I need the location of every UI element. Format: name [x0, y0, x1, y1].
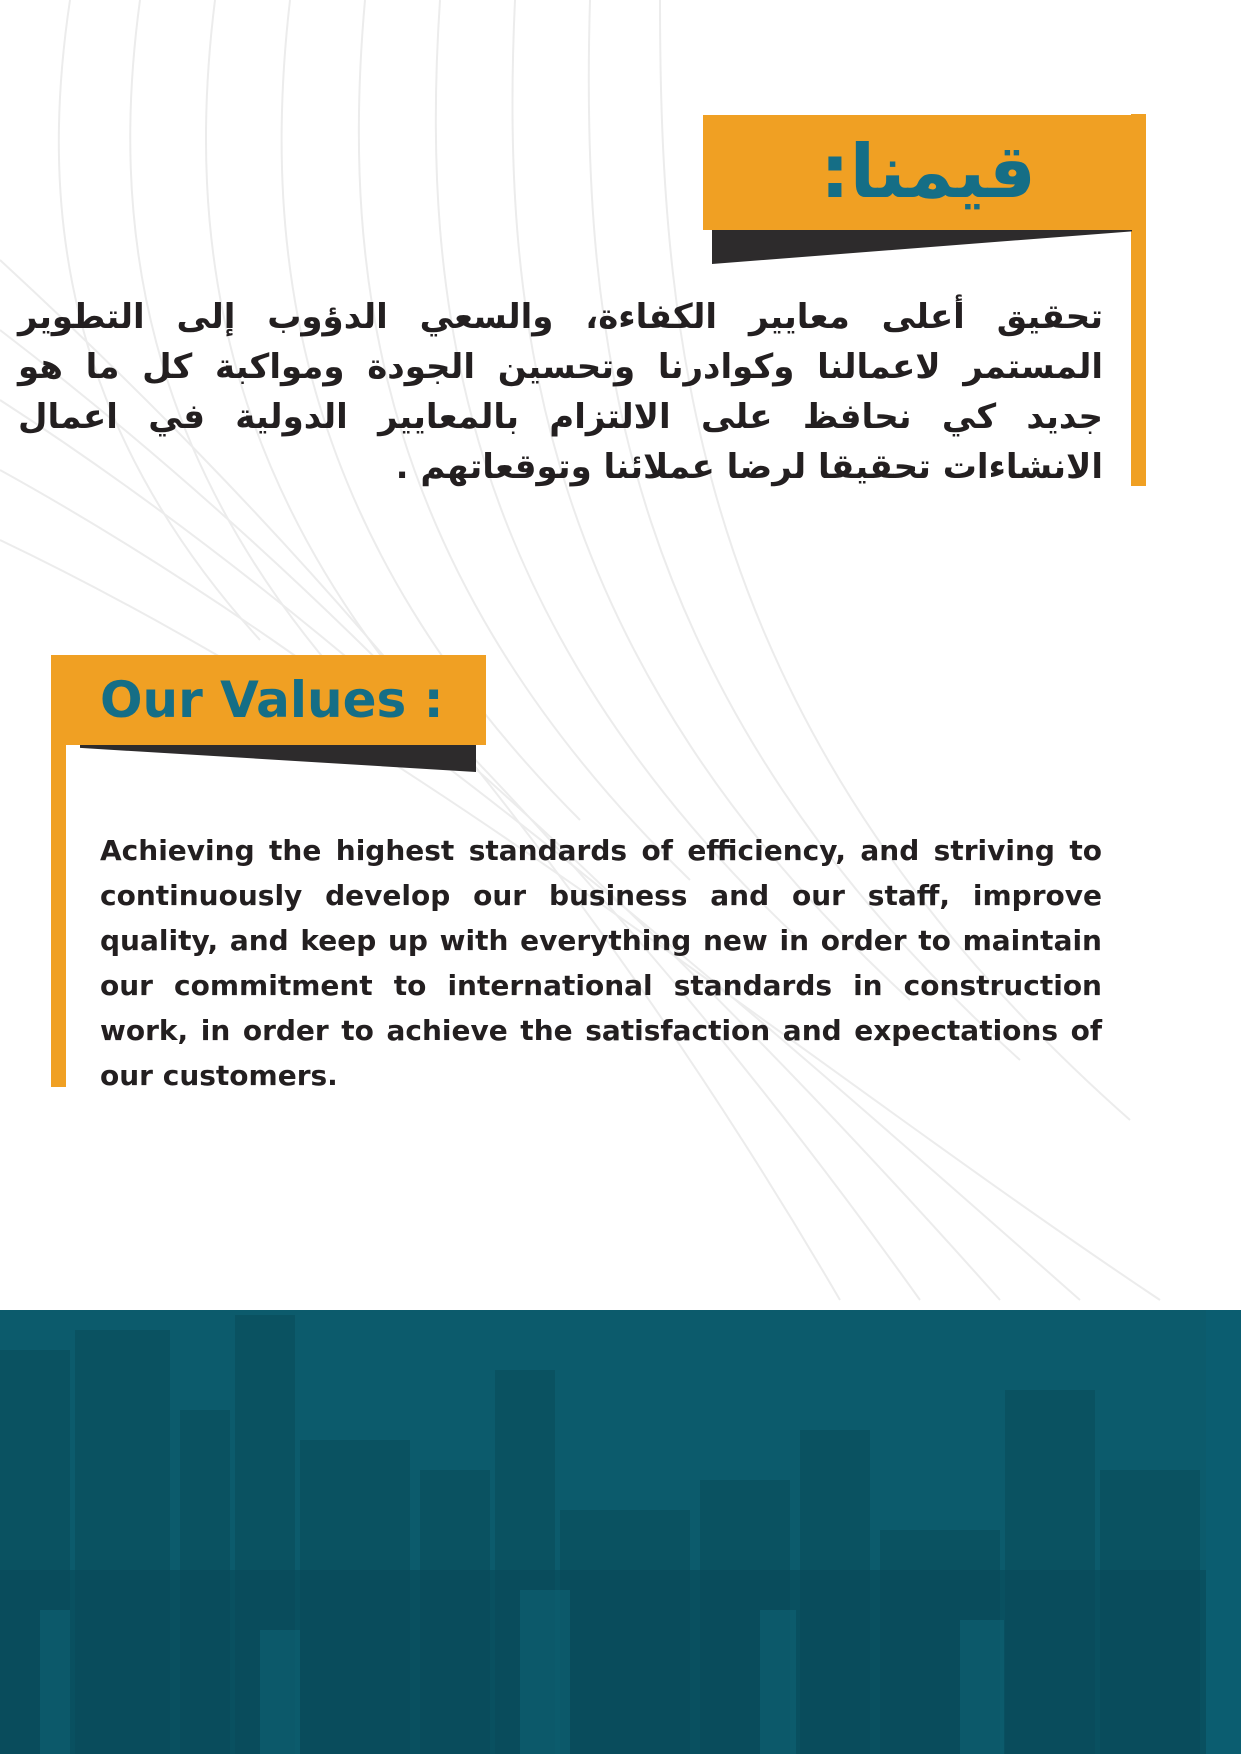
footer-right-edge — [1206, 1310, 1241, 1754]
city-skyline-photo — [0, 1310, 1241, 1754]
arabic-section-body: تحقيق أعلى معايير الكفاءة، والسعي الدؤوب إلى التطوير المستمر لاعمالنا وكوادرنا وتحسين الجودة ومواكبة كل ما هو جديد كي نحافظ على الالتزام بالمعايير الدولية في اعمال الانشاءات تحقيقا لرضا عملائنا وتوقعاتهم . — [18, 297, 1103, 487]
english-section-body: Achieving the highest standards of efficiency, and striving to continuously develop our business and our staff, improve quality, and keep up with everything new in order to maintain our commitment to international standards in construction work, in order to achieve the satisfaction and expectations of our customers. — [100, 834, 1102, 1092]
arabic-section-title: قيمنا: — [820, 129, 1036, 215]
english-section-title: Our Values : — [100, 671, 444, 729]
footer-skyline-band — [0, 1310, 1241, 1754]
